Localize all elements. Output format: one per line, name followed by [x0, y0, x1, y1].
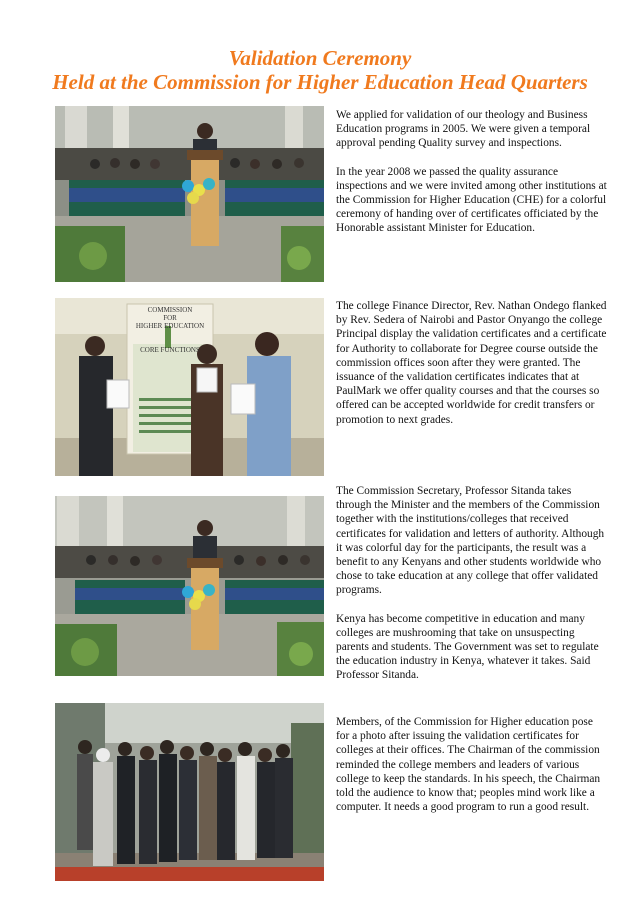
- banner-subtitle: CORE FUNCTIONS: [140, 346, 200, 354]
- section-4-text: [336, 715, 608, 828]
- section-2-text: [336, 299, 608, 441]
- section-3-paragraph-2: Kenya has become competitive in education and many colleges are mushrooming that take on unsuspecting parents and students. The Government was set to regulate the education industry in Kenya, whatever it takes. Said Professor Sitanda.: [336, 612, 599, 682]
- page-title: [0, 46, 640, 94]
- title-line-1: Validation Ceremony: [228, 46, 412, 70]
- photo-group: [55, 703, 324, 881]
- section-4-paragraph-1: Members, of the Commission for Higher education pose for a photo after issuing the validation certificates for colleges at their offices. The Chairman of the commission reminded the college members and leaders of various college to keep the standards. In his speech, the Chairman told the audience to know that; peoples mind work like a computer. It needs a good program to run a good result.: [336, 716, 601, 814]
- section-1-text: [336, 108, 608, 250]
- section-3-text: [336, 484, 608, 697]
- section-1-paragraph-2: In the year 2008 we passed the quality assurance inspections and we were invited among other institutions at the Commission for Higher Education (CHE) for a colorful ceremony of handing over of certificates officiated by the Honorable assistant Minister for Education.: [336, 165, 607, 235]
- banner-line-1: COMMISSION: [147, 306, 193, 314]
- banner-line-2: FOR: [163, 314, 177, 322]
- photo-podium-speech: [55, 106, 324, 282]
- photo-certificate-holders: [55, 298, 324, 476]
- che-banner-text: [127, 306, 213, 354]
- banner-line-3: HIGHER EDUCATION: [135, 322, 205, 330]
- section-2-paragraph-1: The college Finance Director, Rev. Nathan Ondego flanked by Rev. Sedera of Nairobi and Pastor Onyango the college Principal display the validation certificates and a certificate for Authority to collaborate for Degree course outside the commission offices soon after they were granted. The issuance of the validation certificates indicates that at PaulMark we offer quality courses and that the courses so offered can be accepted worldwide for credit transfers or promotion to next grades.: [336, 300, 607, 426]
- section-1-paragraph-1: We applied for validation of our theology and Business Education programs in 2005. We were given a temporal approval pending Quality survey and inspections.: [336, 109, 591, 150]
- section-3-paragraph-1: The Commission Secretary, Professor Sitanda takes through the Minister and the members of the Commission together with the institutions/colleges that received certificates for validation and letters of authority. Although it was colorful day for the participants, the result was a benefit to any Kenyans and other students worldwide who chose to take education at any college that offer validated programs.: [336, 485, 605, 597]
- title-line-2: Held at the Commission for Higher Education Head Quarters: [52, 70, 588, 94]
- photo-secretary-speech: [55, 496, 324, 676]
